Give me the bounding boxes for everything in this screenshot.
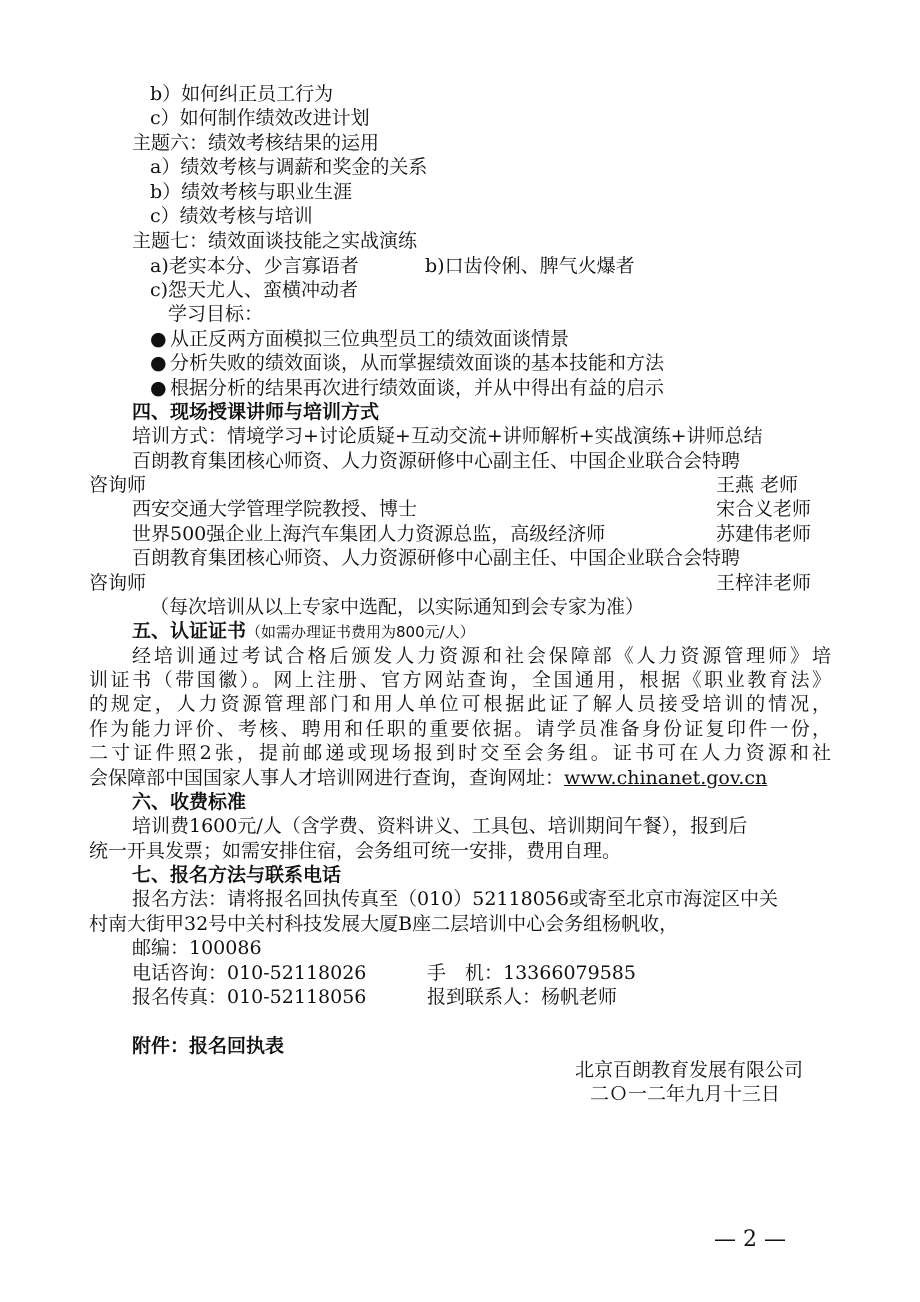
- theme5-item-c: c）如何制作绩效改进计划: [150, 107, 370, 129]
- signature-date: 二Ｏ一二年九月十三日: [590, 1083, 781, 1105]
- teacher1-name: 王燕 老师: [716, 474, 799, 496]
- learning-goals-label: 学习目标：: [168, 303, 264, 325]
- certificate-text-line: 作为能力评价、考核、聘用和任职的重要依据。请学员准备身份证复印件一份，: [89, 718, 831, 740]
- theme7-title: 主题七：绩效面谈技能之实战演练: [132, 230, 418, 252]
- certificate-text-line: 会保障部中国国家人事人才培训网进行查询，查询网址：www.chinanet.gov.cn: [89, 767, 768, 789]
- teacher4-name: 王梓沣老师: [716, 572, 812, 594]
- theme6-item-b: b）绩效考核与职业生涯: [150, 181, 353, 203]
- contact-person: 报到联系人：杨帆老师: [427, 986, 618, 1008]
- teacher1-desc-cont: 咨询师: [89, 474, 147, 496]
- postcode: 邮编：100086: [132, 937, 262, 959]
- section5-heading: 五、认证证书（如需办理证书费用为800元/人）: [132, 620, 475, 642]
- teacher-note: （每次培训从以上专家中选配，以实际通知到会专家为准）: [150, 596, 645, 618]
- fee-line: 统一开具发票；如需安排住宿，会务组可统一安排，费用自理。: [89, 840, 622, 862]
- training-method: 培训方式：情境学习+讨论质疑+互动交流+讲师解析+实战演练+讲师总结: [132, 425, 763, 447]
- phone-consult: 电话咨询：010-52118026: [132, 962, 367, 984]
- section6-heading: 六、收费标准: [132, 791, 247, 813]
- teacher4-desc: 百朗教育集团核心师资、人力资源研修中心副主任、中国企业联合会特聘: [132, 547, 741, 569]
- section7-heading: 七、报名方法与联系电话: [132, 864, 342, 886]
- teacher2-name: 宋合义老师: [716, 498, 812, 520]
- registration-line: 报名方法：请将报名回执传真至（010）52118056或寄至北京市海淀区中关: [132, 888, 778, 910]
- teacher3-desc: 世界500强企业上海汽车集团人力资源总监，高级经济师: [132, 523, 606, 545]
- company-signature: 北京百朗教育发展有限公司: [575, 1059, 804, 1081]
- certificate-text-line: 的规定，人力资源管理部门和用人单位可根据此证了解人员接受培训的情况，: [89, 693, 831, 715]
- registration-line: 村南大街甲32号中关村科技发展大厦B座二层培训中心会务组杨帆收，: [89, 913, 679, 935]
- theme7-item-b: b)口齿伶俐、脾气火爆者: [425, 255, 635, 277]
- bullet-icon: ●: [150, 328, 167, 350]
- certificate-text-line: 经培训通过考试合格后颁发人力资源和社会保障部《人力资源管理师》培: [132, 645, 831, 667]
- theme5-item-b: b）如何纠正员工行为: [150, 83, 334, 105]
- attachment-label: 附件：报名回执表: [132, 1035, 285, 1057]
- fax-number: 报名传真：010-52118056: [132, 986, 367, 1008]
- bullet-icon: ●: [150, 352, 167, 374]
- theme6-title: 主题六：绩效考核结果的运用: [132, 132, 380, 154]
- teacher1-desc: 百朗教育集团核心师资、人力资源研修中心副主任、中国企业联合会特聘: [132, 450, 741, 472]
- teacher2-desc: 西安交通大学管理学院教授、博士: [132, 498, 418, 520]
- learning-goal: ● 分析失败的绩效面谈，从而掌握绩效面谈的基本技能和方法: [150, 352, 665, 374]
- learning-goal: ● 根据分析的结果再次进行绩效面谈，并从中得出有益的启示: [150, 377, 665, 399]
- theme7-item-a: a)老实本分、少言寡语者: [150, 255, 359, 277]
- query-url-link[interactable]: www.chinanet.gov.cn: [564, 767, 768, 789]
- certificate-text-line: 训证书（带国徽）。网上注册、官方网站查询，全国通用，根据《职业教育法》: [89, 669, 831, 691]
- certificate-text-line: 二寸证件照2张，提前邮递或现场报到时交至会务组。证书可在人力资源和社: [89, 742, 831, 764]
- section4-heading: 四、现场授课讲师与培训方式: [132, 401, 380, 423]
- page-number: — 2 —: [714, 1227, 786, 1252]
- teacher3-name: 苏建伟老师: [716, 523, 812, 545]
- mobile-phone: 手 机：13366079585: [427, 962, 636, 984]
- certificate-fee-note: （如需办理证书费用为800元/人）: [246, 623, 475, 641]
- theme6-item-c: c）绩效考核与培训: [150, 205, 313, 227]
- bullet-icon: ●: [150, 377, 167, 399]
- learning-goal: ● 从正反两方面模拟三位典型员工的绩效面谈情景: [150, 328, 570, 350]
- theme7-item-c: c)怨天尤人、蛮横冲动者: [150, 279, 359, 301]
- theme6-item-a: a）绩效考核与调薪和奖金的关系: [150, 156, 428, 178]
- fee-line: 培训费1600元/人（含学费、资料讲义、工具包、培训期间午餐），报到后: [132, 815, 748, 837]
- teacher4-desc-cont: 咨询师: [89, 572, 147, 594]
